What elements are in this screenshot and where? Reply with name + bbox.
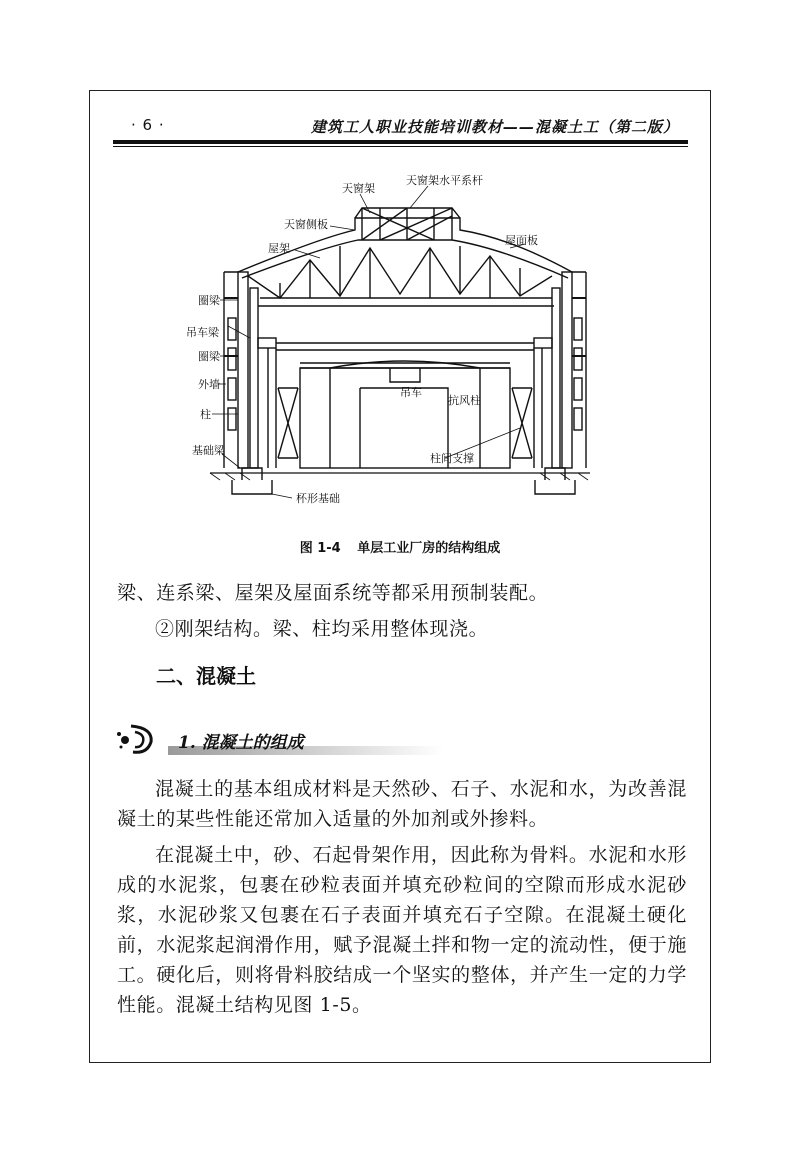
section-heading: 二、混凝土 (156, 664, 256, 688)
label-tianchuangjia-shuiping: 天窗架水平系杆 (406, 174, 483, 187)
label-tianchuang-cebang: 天窗侧板 (284, 218, 328, 231)
paragraph-composition: 混凝土的基本组成材料是天然砂、石子、水泥和水，为改善混凝土的某些性能还常加入适量的外加剂或外掺料。 (117, 778, 687, 830)
label-beixing-jichu: 杯形基础 (296, 492, 340, 505)
paragraph-continuation: 梁、连系梁、屋架及屋面系统等都采用预制装配。 (117, 582, 549, 604)
factory-drawing (180, 168, 620, 513)
book-title: 建筑工人职业技能培训教材——混凝土工（第二版） (311, 118, 680, 136)
label-diaocheliang: 吊车梁 (186, 326, 219, 339)
label-jichuliang: 基础梁 (192, 444, 225, 457)
leader-lines (212, 186, 525, 498)
paragraph-aggregate: 在混凝土中，砂、石起骨架作用，因此称为骨料。水泥和水形成的水泥浆，包裹在砂粒表面并填充砂粒间的空隙而形成水泥砂浆，水泥砂浆又包裹在石子表面并填充石子空隙。在混凝土硬化前，水泥浆起润滑作用，赋予混凝土拌和物一定的流动性，便于施工。硬化后，则将骨料胶结成一个坚实的整体，并产生一定的力学性能。混凝土结构见图 1-5。 (117, 844, 687, 1016)
label-wumianban: 屋面板 (505, 234, 538, 247)
factory-structure-figure (180, 168, 620, 513)
label-quanliang-top: 圈梁 (198, 294, 220, 307)
label-waiqiang: 外墙 (198, 378, 220, 391)
label-kangfengzhu: 抗风柱 (448, 394, 481, 407)
label-diaoche: 吊车 (400, 386, 422, 399)
header-rule-thin (113, 146, 688, 147)
header-rule-thick (113, 140, 688, 144)
factory-outline (210, 208, 590, 494)
label-zhujian-zhicheng: 柱间支撑 (430, 452, 474, 465)
swirl-icon (113, 720, 163, 756)
figure-caption (0, 537, 800, 556)
label-tianchuangjia: 天窗架 (342, 182, 375, 195)
label-zhu: 柱 (200, 408, 211, 421)
subsection-heading-bar (113, 720, 443, 756)
paragraph-rigid-frame: ②刚架结构。梁、柱均采用整体现浇。 (155, 618, 489, 640)
label-wujia: 屋架 (268, 242, 290, 255)
subsection-heading: 1. 混凝土的组成 (178, 733, 304, 753)
label-quanliang-mid: 圈梁 (198, 350, 220, 363)
running-header (113, 113, 688, 137)
figure-number: 图 1-4 (299, 541, 341, 556)
page-number: · 6 · (131, 116, 165, 134)
figure-caption-text: 单层工业厂房的结构组成 (357, 541, 501, 556)
